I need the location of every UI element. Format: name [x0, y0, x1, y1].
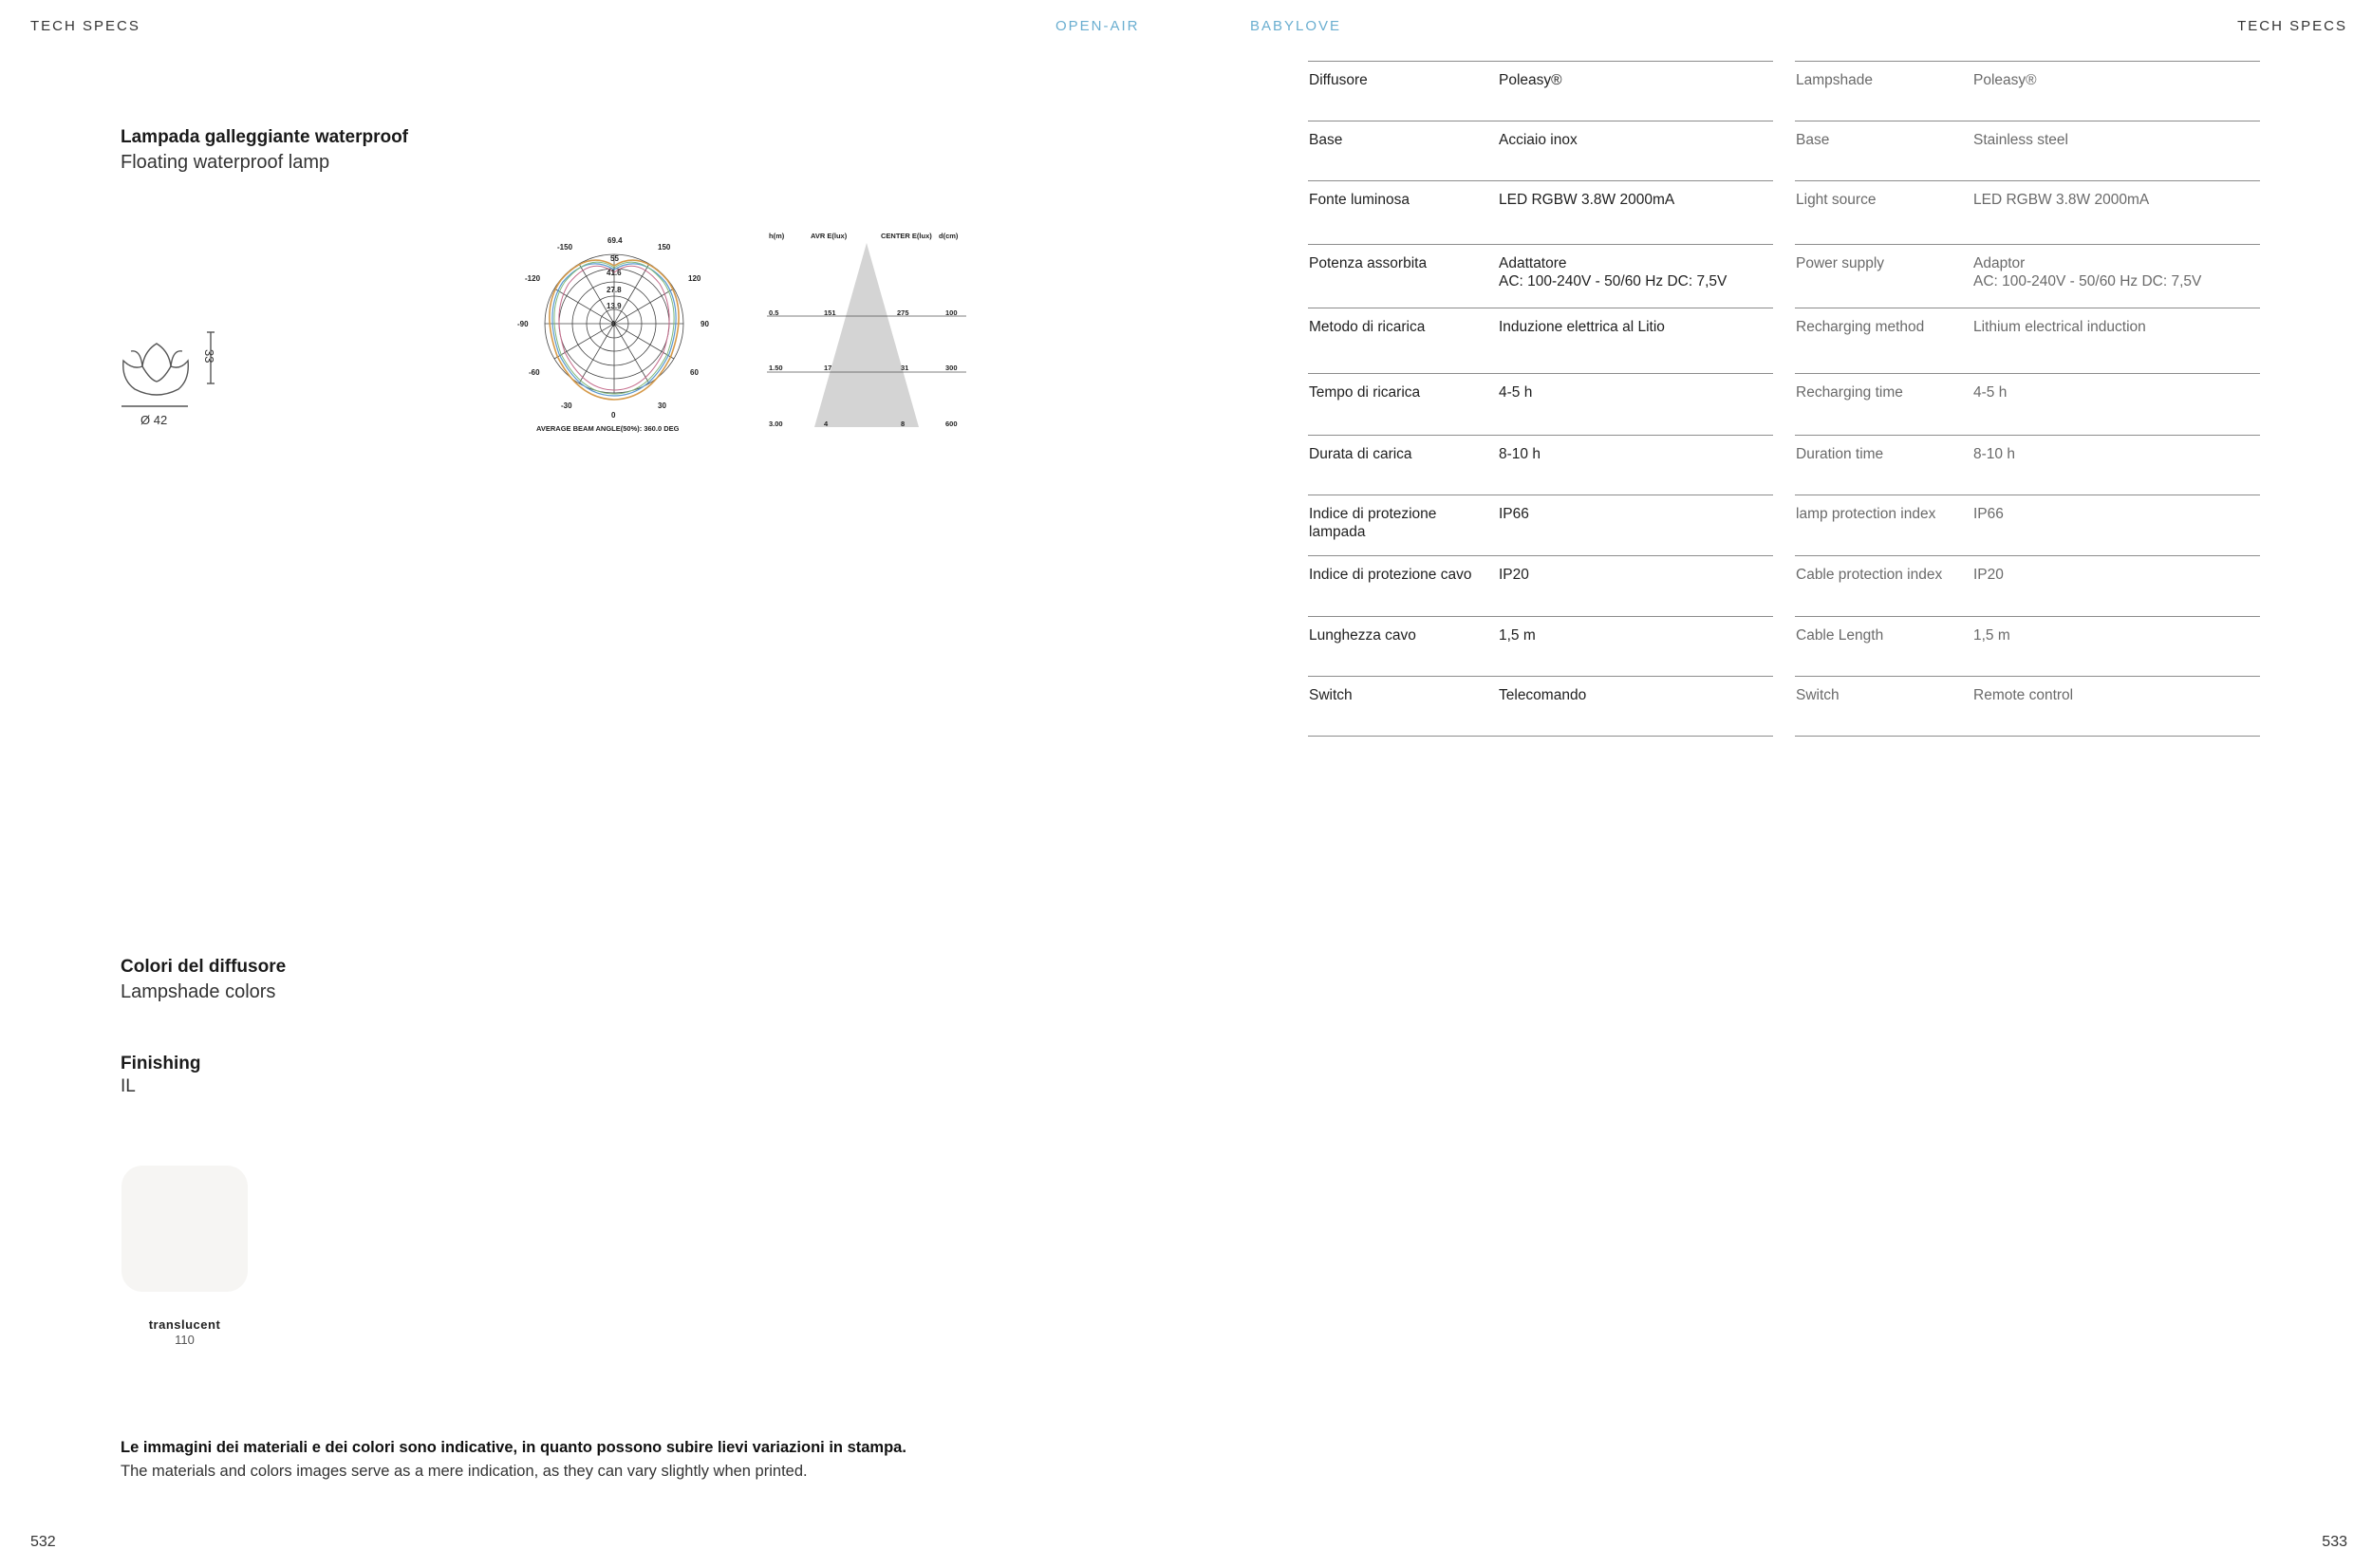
- polar-angle-label: 0: [611, 411, 616, 420]
- specs-table-en: [1795, 61, 2260, 740]
- spec-label: Tempo di ricarica: [1309, 384, 1421, 401]
- spec-value: Stainless steel: [1973, 132, 2068, 148]
- spec-value: Telecomando: [1499, 687, 1587, 703]
- spec-row: [1308, 676, 1773, 737]
- spec-row: [1308, 495, 1773, 556]
- spec-row: [1795, 616, 2260, 677]
- spec-label: Metodo di ricarica: [1309, 319, 1426, 335]
- spec-row: [1795, 676, 2260, 737]
- polar-ring-label: 41.6: [607, 269, 622, 277]
- spec-value: IP20: [1499, 567, 1529, 583]
- swatch-translucent: [121, 1166, 248, 1292]
- polar-angle-label: -90: [517, 320, 529, 328]
- spec-label: Recharging method: [1796, 319, 1925, 335]
- cone-cell-avr: 17: [824, 364, 832, 372]
- spec-value: Induzione elettrica al Litio: [1499, 319, 1665, 335]
- spec-label: Recharging time: [1796, 384, 1903, 401]
- cone-cell-d: 100: [945, 308, 958, 317]
- polar-angle-label: -30: [561, 401, 572, 410]
- product-title-it: Lampada galleggiante waterproof: [121, 127, 408, 147]
- spec-label: Indice di protezione lampada: [1309, 506, 1437, 540]
- cone-cell-h: 1.50: [769, 364, 783, 372]
- spec-row: [1308, 61, 1773, 121]
- swatch-code: 110: [175, 1333, 195, 1347]
- cone-illuminance-diagram: [767, 230, 966, 434]
- diameter-dimension: Ø 42: [140, 413, 168, 427]
- finishing-value: IL: [121, 1076, 136, 1096]
- product-drawing: [114, 323, 237, 437]
- spec-row: [1308, 616, 1773, 677]
- header-section-label: OPEN-AIR: [1055, 18, 1140, 34]
- spec-label: Cable protection index: [1796, 567, 1943, 583]
- cone-cell-d: 600: [945, 420, 958, 428]
- cone-cell-d: 300: [945, 364, 958, 372]
- spec-label: Lampshade: [1796, 72, 1874, 88]
- header-left-label: TECH SPECS: [30, 18, 140, 34]
- polar-angle-label: 120: [688, 274, 701, 283]
- spec-row: [1795, 61, 2260, 121]
- polar-angle-label: 150: [658, 243, 671, 252]
- cone-header: d(cm): [939, 232, 959, 240]
- spec-label: Diffusore: [1309, 72, 1368, 88]
- swatch-name: translucent: [148, 1317, 221, 1332]
- page-number-right: 533: [2322, 1534, 2347, 1550]
- polar-ring-label: 27.8: [607, 286, 622, 294]
- polar-ring-label: 55: [610, 254, 619, 263]
- polar-caption: AVERAGE BEAM ANGLE(50%): 360.0 DEG: [536, 424, 680, 433]
- lamp-outline-icon: [114, 323, 237, 437]
- cone-cell-h: 0.5: [769, 308, 779, 317]
- disclaimer-en: The materials and colors images serve as a mere indication, as they can vary slightly when printed.: [121, 1463, 808, 1480]
- spec-row: [1308, 373, 1773, 436]
- page-number-left: 532: [30, 1534, 56, 1550]
- spec-value: LED RGBW 3.8W 2000mA: [1499, 192, 1675, 208]
- spec-row: [1795, 373, 2260, 436]
- colors-title-it: Colori del diffusore: [121, 957, 287, 977]
- cone-cell-center: 8: [901, 420, 906, 428]
- polar-angle-label: 60: [690, 368, 699, 377]
- spec-value: IP66: [1499, 506, 1529, 522]
- spec-value: 4-5 h: [1499, 384, 1533, 401]
- spec-label: Base: [1309, 132, 1343, 148]
- spec-label: lamp protection index: [1796, 506, 1936, 522]
- spec-value: Acciaio inox: [1499, 132, 1578, 148]
- spec-label: Durata di carica: [1309, 446, 1412, 462]
- polar-angle-label: 90: [700, 320, 709, 328]
- spec-row: [1308, 308, 1773, 374]
- spec-value: Adattatore AC: 100-240V - 50/60 Hz DC: 7,5V: [1499, 255, 1728, 289]
- cone-header: h(m): [769, 232, 785, 240]
- spec-label: Indice di protezione cavo: [1309, 567, 1472, 583]
- product-title-en: Floating waterproof lamp: [121, 152, 330, 173]
- spec-label: Switch: [1309, 687, 1353, 703]
- spec-row: [1795, 435, 2260, 495]
- cone-cell-avr: 4: [824, 420, 829, 428]
- spec-value: 8-10 h: [1499, 446, 1541, 462]
- polar-angle-label: -60: [529, 368, 540, 377]
- polar-angle-label: 30: [658, 401, 666, 410]
- spec-value: LED RGBW 3.8W 2000mA: [1973, 192, 2150, 208]
- spec-value: Adaptor AC: 100-240V - 50/60 Hz DC: 7,5V: [1973, 255, 2202, 289]
- spec-label: Light source: [1796, 192, 1877, 208]
- header-right-label: TECH SPECS: [2237, 18, 2347, 34]
- polar-ring-label: 13.9: [607, 302, 622, 310]
- specs-table-it: [1308, 61, 1773, 740]
- spec-value: 1,5 m: [1499, 627, 1536, 644]
- spec-label: Fonte luminosa: [1309, 192, 1410, 208]
- height-dimension: 33: [202, 349, 216, 364]
- spec-value: Remote control: [1973, 687, 2074, 703]
- spec-value: IP66: [1973, 506, 2004, 522]
- cone-cell-avr: 151: [824, 308, 836, 317]
- spec-row: [1308, 555, 1773, 617]
- spec-label: Switch: [1796, 687, 1840, 703]
- cone-cell-center: 31: [901, 364, 909, 372]
- header-product-label: BABYLOVE: [1250, 18, 1342, 34]
- spec-row: [1795, 244, 2260, 308]
- disclaimer-it: Le immagini dei materiali e dei colori sono indicative, in quanto possono subire lievi variazioni in stampa.: [121, 1439, 906, 1456]
- spec-value: Lithium electrical induction: [1973, 319, 2146, 335]
- cone-header: AVR E(lux): [811, 232, 848, 240]
- polar-photometric-diagram: [508, 233, 721, 443]
- polar-angle-label: -120: [525, 274, 541, 283]
- cone-header: CENTER E(lux): [881, 232, 932, 240]
- spec-label: Potenza assorbita: [1309, 255, 1428, 271]
- cone-cell-h: 3.00: [769, 420, 783, 428]
- polar-angle-label: -150: [557, 243, 573, 252]
- spec-value: 1,5 m: [1973, 627, 2010, 644]
- colors-title-en: Lampshade colors: [121, 981, 276, 1002]
- spec-label: Duration time: [1796, 446, 1884, 462]
- spec-label: Base: [1796, 132, 1830, 148]
- polar-ring-label: 0: [611, 320, 616, 328]
- polar-ring-label: 69.4: [607, 236, 623, 245]
- spec-row: [1308, 121, 1773, 181]
- spec-row: [1795, 308, 2260, 374]
- spec-row: [1795, 180, 2260, 245]
- spec-value: 4-5 h: [1973, 384, 2008, 401]
- cone-cell-center: 275: [897, 308, 909, 317]
- spec-value: Poleasy®: [1973, 72, 2037, 88]
- spec-row: [1308, 180, 1773, 245]
- finishing-title: Finishing: [121, 1054, 201, 1073]
- spec-label: Power supply: [1796, 255, 1885, 271]
- spec-row: [1308, 435, 1773, 495]
- spec-label: Lunghezza cavo: [1309, 627, 1416, 644]
- spec-row: [1795, 555, 2260, 617]
- spec-row: [1795, 121, 2260, 181]
- spec-row: [1308, 244, 1773, 308]
- spec-value: 8-10 h: [1973, 446, 2015, 462]
- spec-row: [1795, 495, 2260, 556]
- spec-label: Cable Length: [1796, 627, 1884, 644]
- spec-value: Poleasy®: [1499, 72, 1562, 88]
- spec-value: IP20: [1973, 567, 2004, 583]
